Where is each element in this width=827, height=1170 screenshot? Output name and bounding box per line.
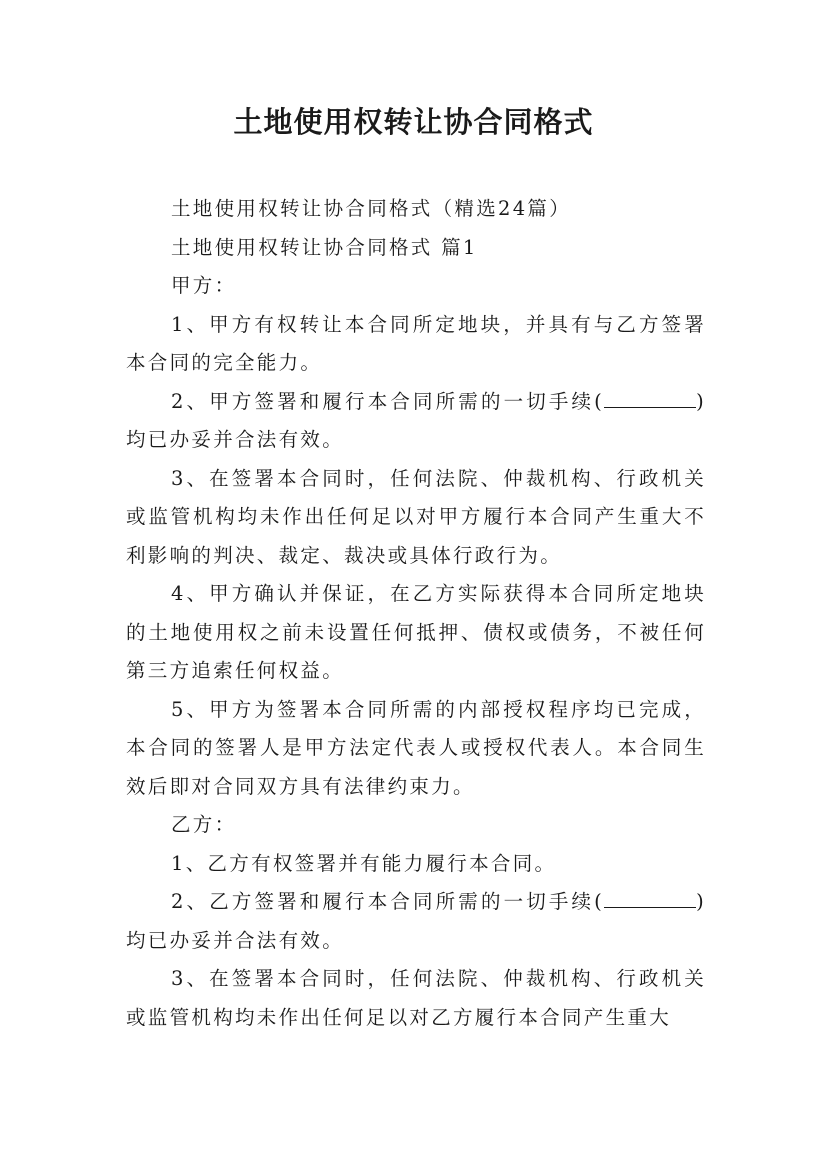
- party-b-clause-3: 3、在签署本合同时，任何法院、仲裁机构、行政机关或监管机构均未作出任何足以对乙方履行本合同产生重大: [126, 967, 706, 1029]
- section-heading: 土地使用权转让协合同格式 篇1: [171, 235, 478, 259]
- party-a-clause-2: [126, 383, 706, 460]
- document-title: 土地使用权转让协合同格式: [233, 105, 594, 139]
- fill-in-blank: [604, 889, 696, 908]
- fill-in-blank: [604, 389, 696, 408]
- party-a-clause-2-start: 2、甲方签署和履行本合同所需的一切手续(: [171, 389, 605, 413]
- party-b-clause-1: 1、乙方有权签署并有能力履行本合同。: [171, 851, 557, 875]
- party-a-clause-2-end: )均已办妥并合法有效。: [126, 389, 706, 451]
- party-a-heading: 甲方：: [171, 274, 237, 297]
- party-a-clause-1: 1、甲方有权转让本合同所定地块，并具有与乙方签署本合同的完全能力。: [126, 312, 706, 374]
- party-a-clause-4: 4、甲方确认并保证，在乙方实际获得本合同所定地块的土地使用权之前未设置任何抵押、债权或债务，不被任何第三方追索任何权益。: [126, 582, 706, 682]
- party-b-heading: 乙方：: [171, 813, 237, 836]
- document-body: [126, 190, 706, 1037]
- party-a-clause-5: 5、甲方为签署本合同所需的内部授权程序均已完成，本合同的签署人是甲方法定代表人或授权代表人。本合同生效后即对合同双方具有法律约束力。: [126, 697, 706, 798]
- party-b-clause-2: [126, 883, 706, 960]
- party-a-clause-3: 3、在签署本合同时，任何法院、仲裁机构、行政机关或监管机构均未作出任何足以对甲方履行本合同产生重大不利影响的判决、裁定、裁决或具体行政行为。: [126, 466, 706, 567]
- party-b-clause-2-end: )均已办妥并合法有效。: [126, 890, 706, 952]
- party-b-clause-2-start: 2、乙方签署和履行本合同所需的一切手续(: [171, 890, 605, 913]
- subtitle-collection: 土地使用权转让协合同格式（精选24篇）: [171, 197, 572, 220]
